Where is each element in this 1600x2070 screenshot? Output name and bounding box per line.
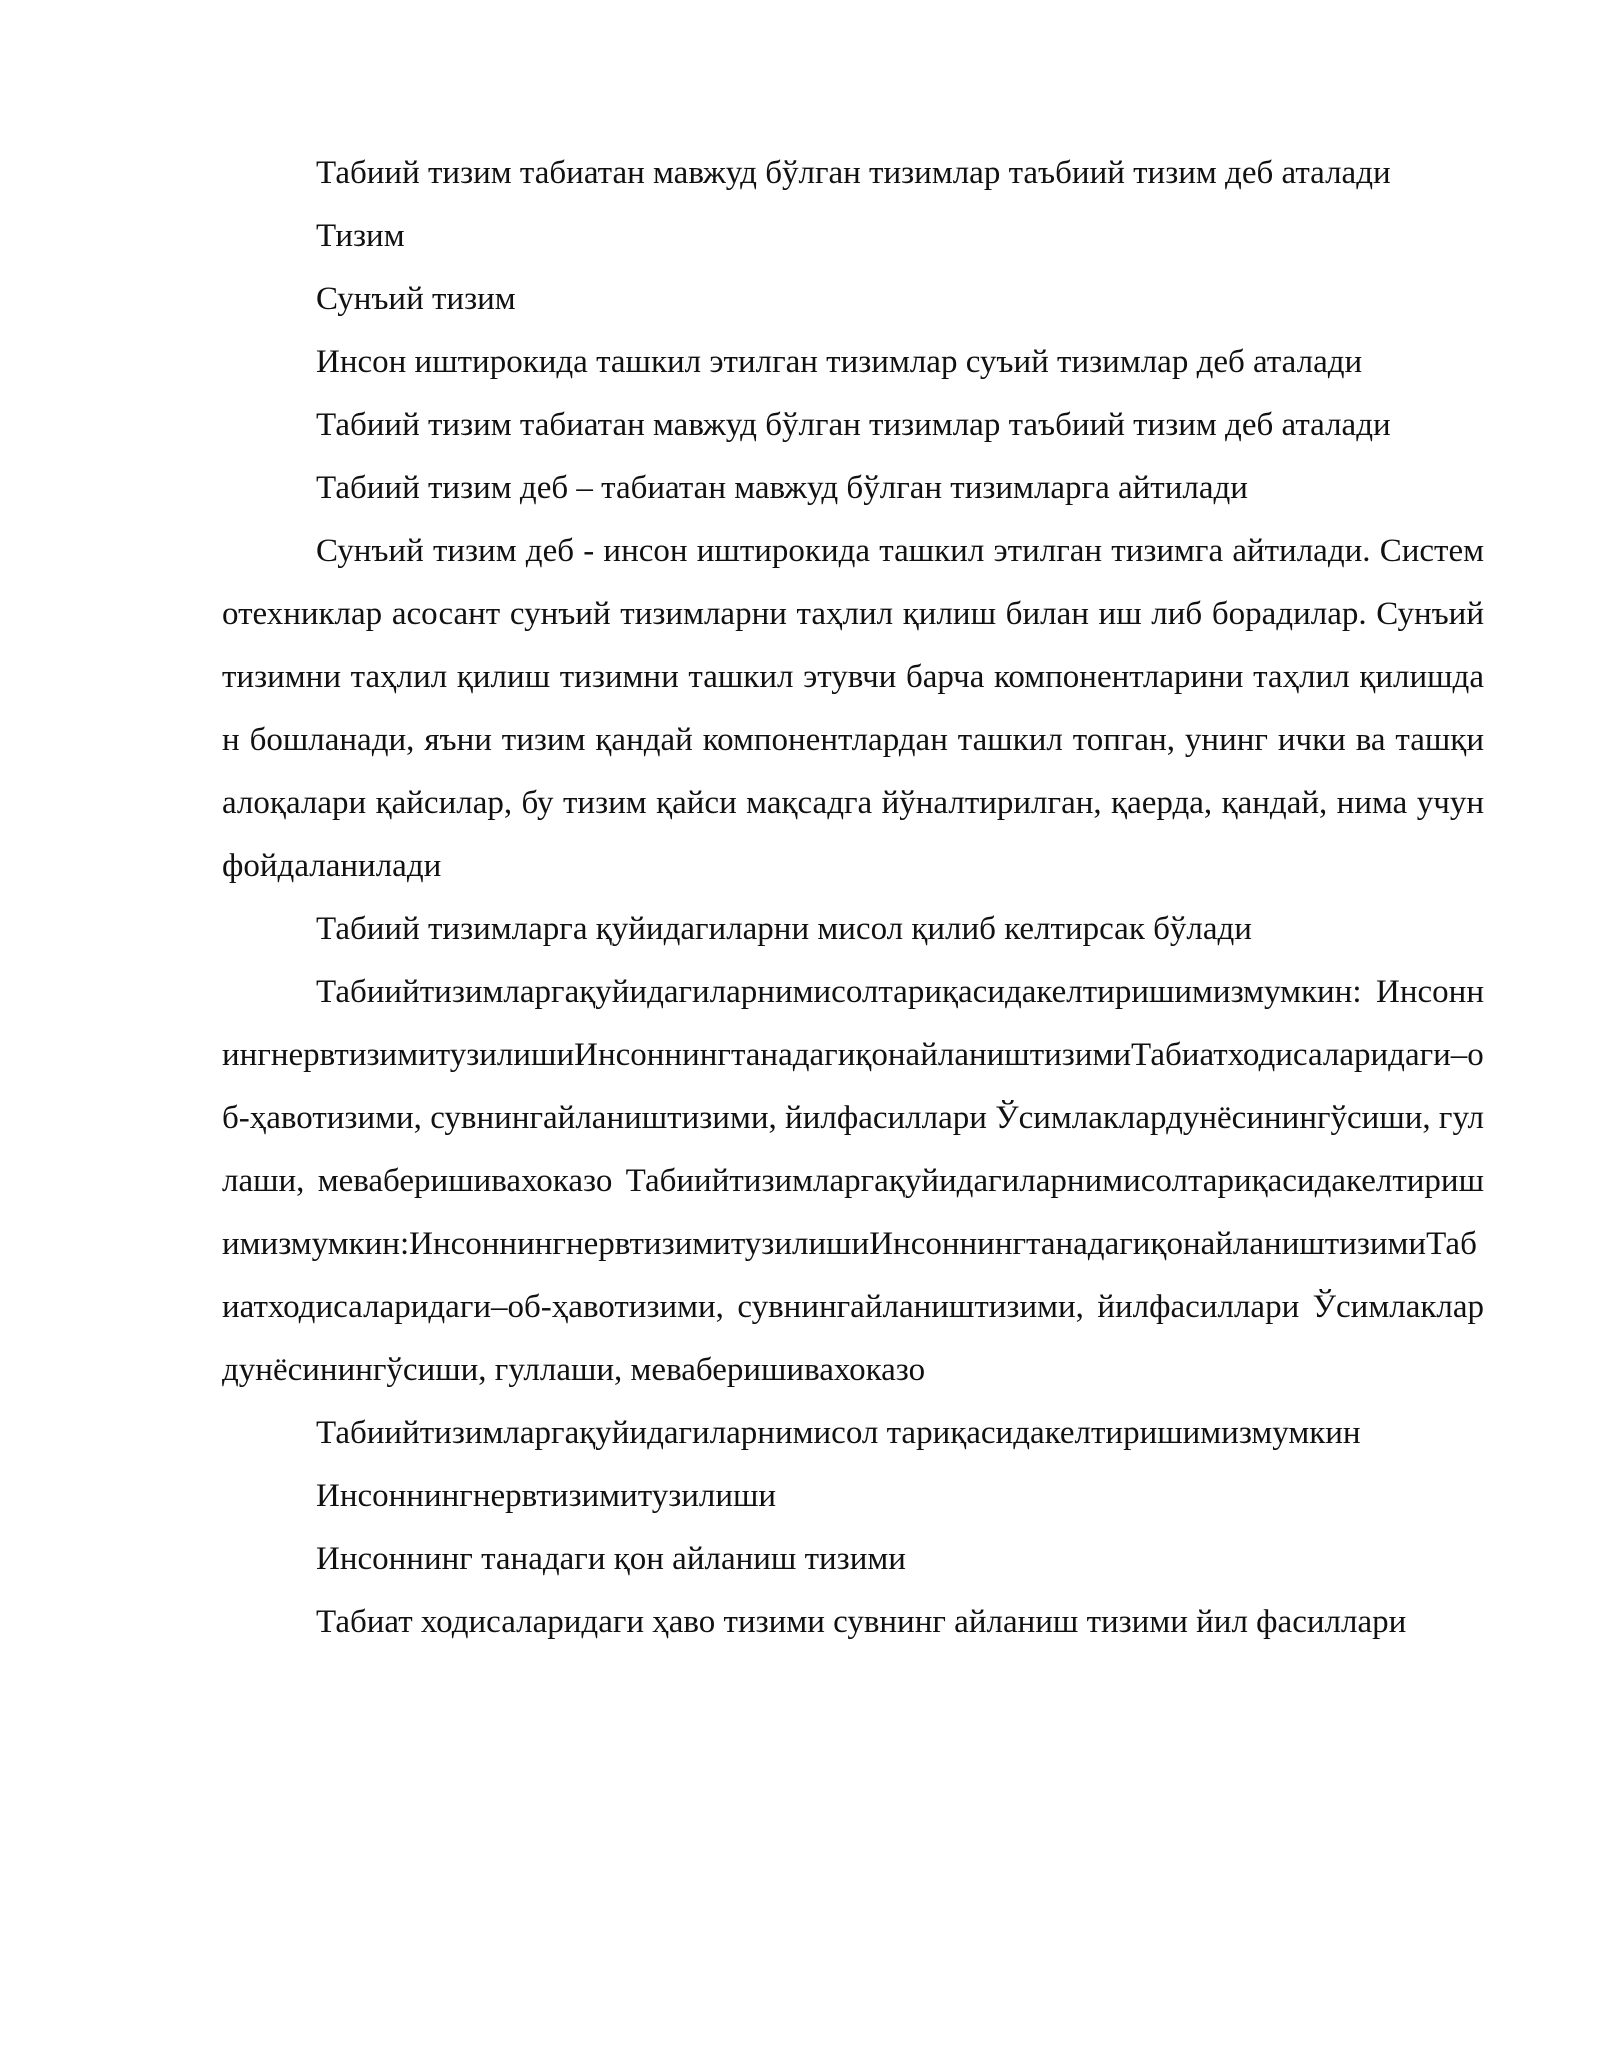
paragraph-8: Табиий тизимларга қуйидагиларни мисол қилиб келтирсак бўлади	[316, 911, 1252, 947]
document-body	[222, 142, 1484, 1654]
paragraph-12: Инсоннинг танадаги қон айланиш тизими	[316, 1541, 906, 1577]
paragraph-13: Табиат ходисаларидаги ҳаво тизими сувнинг айланиш тизими йил фасиллари	[316, 1604, 1407, 1640]
paragraph-6: Табиий тизим деб – табиатан мавжуд бўлган тизимларга айтилади	[316, 470, 1248, 506]
paragraph-3: Сунъий тизим	[316, 281, 516, 317]
paragraph-4: Инсон иштирокида ташкил этилган тизимлар суъий тизимлар деб аталади	[316, 344, 1363, 380]
paragraph-7: Сунъий тизим деб - инсон иштирокида ташкил этилган тизимга айтилади. Системотехниклар асосант сунъий тизимларни таҳлил қилиш билан иш либ борадилар. Сунъий тизимни таҳлил қилиш тизимни ташкил этувчи барча компонентларини таҳлил қилишдан бошланади, яъни тизим қандай компонентлардан ташкил топган, унинг ички ва ташқи алоқалари қайсилар, бу тизим қайси мақсадга йўналтирилган, қаерда, қандай, нима учун фойдаланилади	[222, 533, 1484, 884]
paragraph-9: Табиийтизимларгақуйидагиларнимисолтариқасидакелтиришимизмумкин: ИнсоннингнервтизимитузилишиИнсоннингтанадагиқонайлаништизимиТабиатходисаларидаги–об-ҳавотизими, сувнингайлаништизими, йилфасиллари Ўсимлаклардунёсинингўсиши, гуллаши, меваберишивахоказо Табиийтизимларгақуйидагиларнимисолтариқасидакелтиришимизмумкин:ИнсоннингнервтизимитузилишиИнсоннингтанадагиқонайлаништизимиТабиатходисаларидаги–об-ҳавотизими, сувнингайлаништизими, йилфасиллари Ўсимлаклардунёсинингўсиши, гуллаши, меваберишивахоказо	[222, 974, 1484, 1388]
paragraph-11: Инсоннингнервтизимитузилиши	[316, 1478, 777, 1514]
paragraph-1: Табиий тизим табиатан мавжуд бўлган тизимлар таъбиий тизим деб аталади	[316, 155, 1391, 191]
paragraph-2: Тизим	[316, 218, 405, 254]
paragraph-5: Табиий тизим табиатан мавжуд бўлган тизимлар таъбиий тизим деб аталади	[316, 407, 1391, 443]
paragraph-10: Табиийтизимларгақуйидагиларнимисол тариқасидакелтиришимизмумкин	[316, 1415, 1361, 1451]
